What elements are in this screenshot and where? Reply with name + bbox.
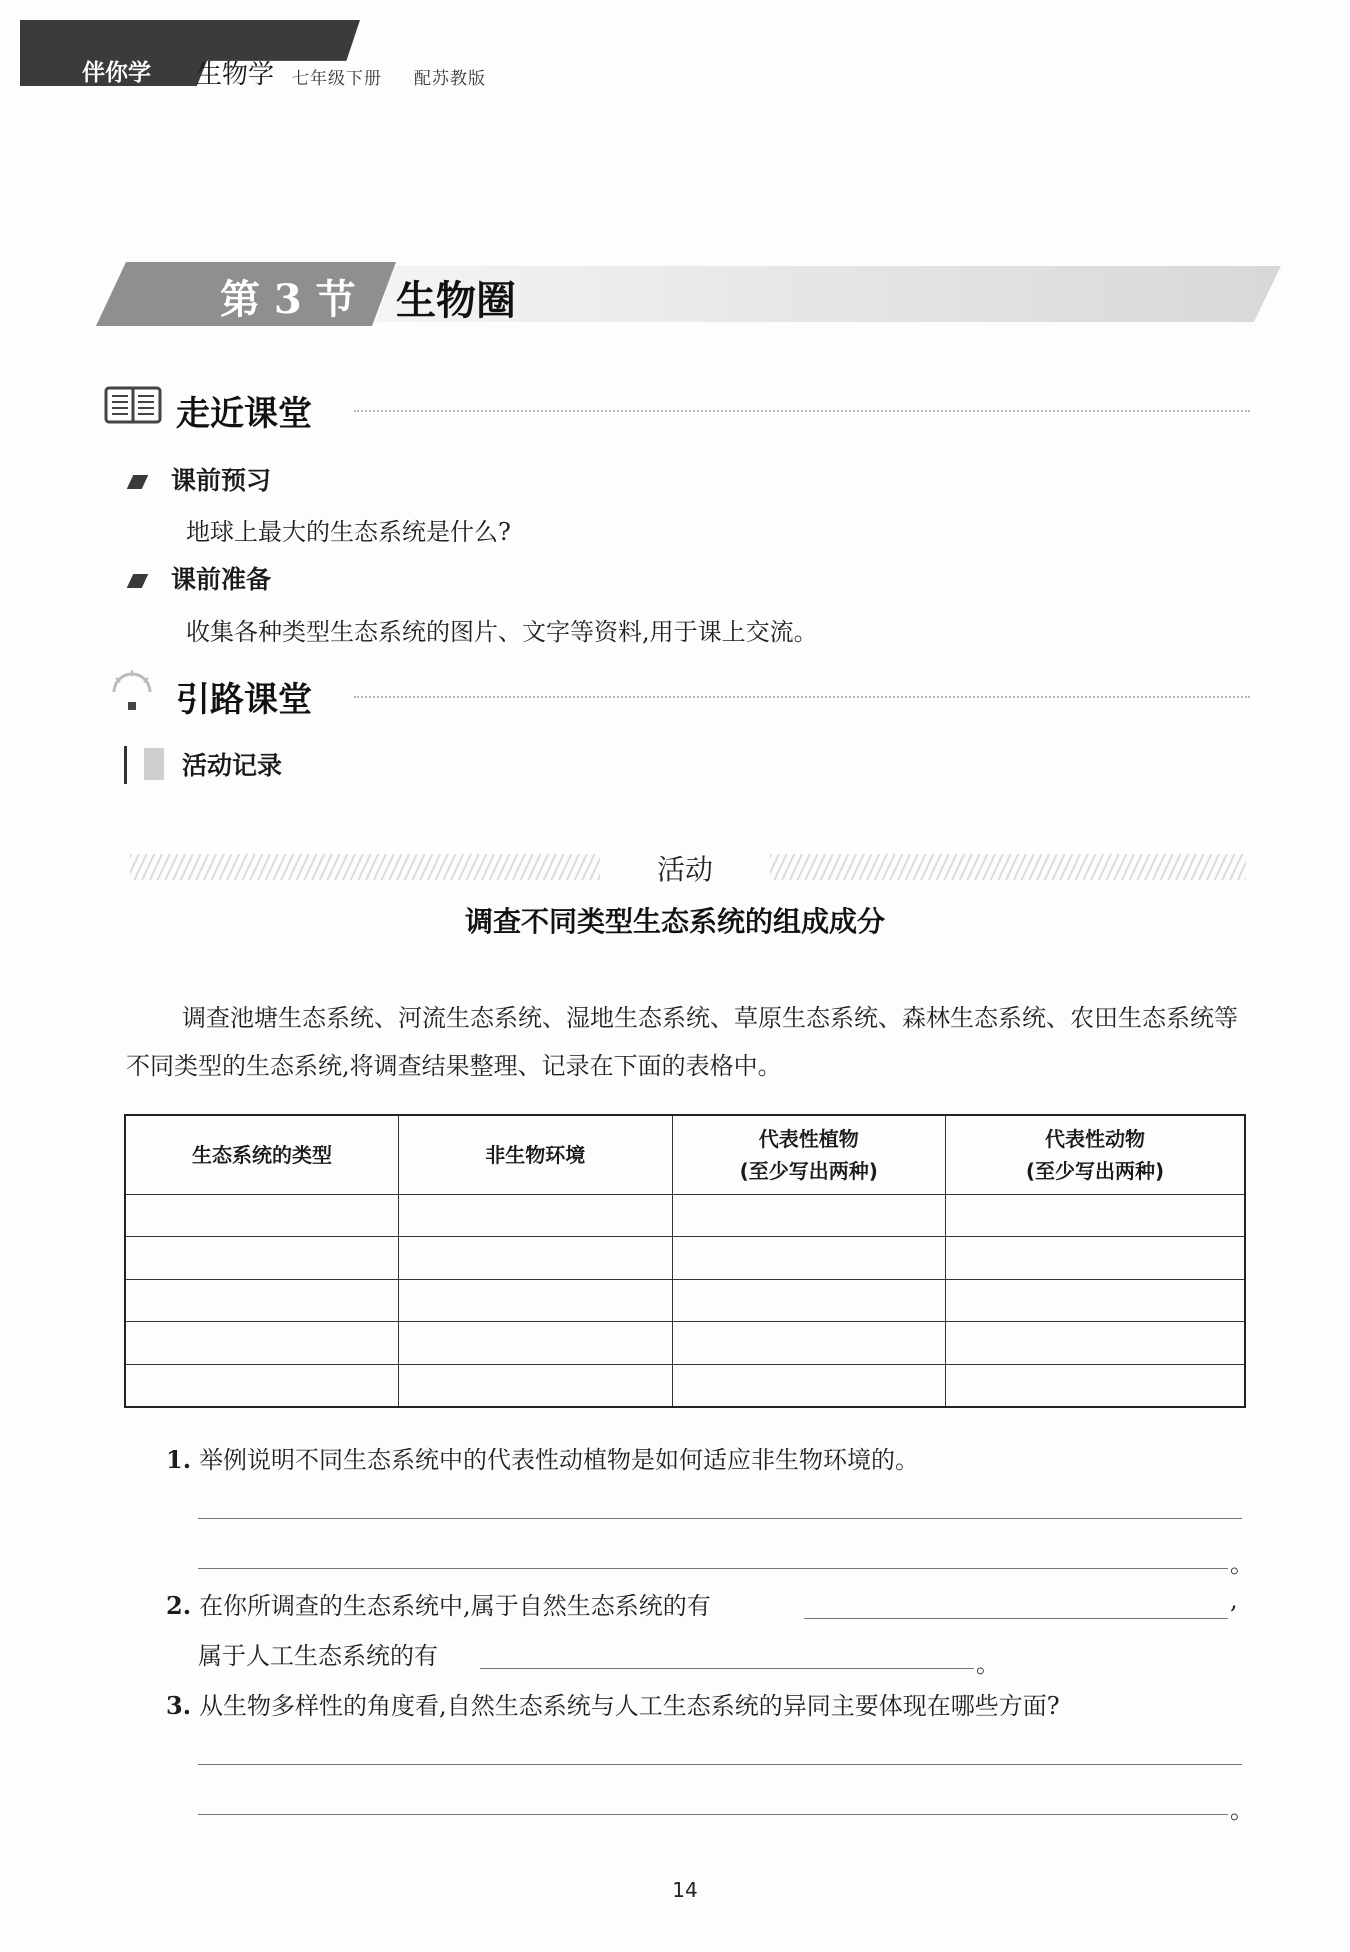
end-period: 。 — [976, 1650, 1000, 1678]
question-3 — [166, 1686, 1060, 1721]
ecosystem-table — [124, 1114, 1246, 1408]
parallelogram-icon — [127, 475, 149, 489]
preparation-text: 收集各种类型生态系统的图片、文字等资料,用于课上交流。 — [186, 618, 818, 646]
answer-line[interactable] — [198, 1568, 1228, 1569]
table-row — [125, 1322, 1245, 1365]
column-header: 生态系统的类型 — [125, 1115, 399, 1194]
table-cell[interactable] — [672, 1194, 946, 1237]
table-cell[interactable] — [672, 1322, 946, 1365]
table-cell[interactable] — [125, 1279, 399, 1322]
brand-label: 伴你学 — [82, 60, 151, 86]
question-text: 在你所调查的生态系统中,属于自然生态系统的有 — [199, 1592, 711, 1620]
activity-intro: 调查池塘生态系统、河流生态系统、湿地生态系统、草原生态系统、森林生态系统、农田生态系统等不同类型的生态系统,将调查结果整理、记录在下面的表格中。 — [126, 1004, 1238, 1080]
table-cell[interactable] — [946, 1237, 1245, 1280]
table-header-row — [125, 1115, 1245, 1194]
table-cell[interactable] — [672, 1279, 946, 1322]
activity-record-label: 活动记录 — [182, 751, 283, 780]
table-cell[interactable] — [399, 1237, 673, 1280]
grade-label: 七年级下册 — [292, 69, 382, 89]
table-cell[interactable] — [946, 1194, 1245, 1237]
section-number: 第 3 节 — [220, 276, 356, 323]
table-cell[interactable] — [125, 1364, 399, 1407]
column-header: 代表性植物 (至少写出两种) — [672, 1115, 946, 1194]
book-icon — [104, 380, 162, 430]
answer-line[interactable] — [198, 1764, 1242, 1765]
question-number: 3. — [166, 1691, 192, 1720]
page-number: 14 — [672, 1878, 698, 1902]
vertical-bar — [124, 746, 127, 784]
activity-label: 活动 — [656, 853, 713, 886]
dotted-rule — [354, 410, 1250, 412]
section-banner — [96, 262, 1281, 326]
column-header: 非生物环境 — [399, 1115, 673, 1194]
table-cell[interactable] — [125, 1194, 399, 1237]
table-cell[interactable] — [946, 1279, 1245, 1322]
table-cell[interactable] — [125, 1237, 399, 1280]
hatch-left — [130, 854, 600, 880]
edition-label: 配苏教版 — [414, 69, 486, 89]
module-heading-preview — [104, 380, 1250, 436]
question-text: 举例说明不同生态系统中的代表性动植物是如何适应非生物环境的。 — [199, 1446, 920, 1474]
table-cell[interactable] — [672, 1364, 946, 1407]
module-title: 走近课堂 — [176, 394, 312, 434]
preview-heading: 课前预习 — [130, 461, 271, 497]
column-header: 代表性动物 (至少写出两种) — [946, 1115, 1245, 1194]
parallelogram-icon — [127, 574, 149, 588]
module-heading-guide — [104, 666, 1250, 722]
question-2-continuation: 属于人工生态系统的有 — [198, 1642, 438, 1670]
table-cell[interactable] — [399, 1322, 673, 1365]
table-cell[interactable] — [946, 1364, 1245, 1407]
question-2 — [166, 1586, 711, 1621]
hatch-right — [770, 854, 1246, 880]
answer-blank-natural[interactable] — [804, 1618, 1228, 1619]
table-cell[interactable] — [125, 1322, 399, 1365]
dotted-rule — [354, 696, 1250, 698]
question-text: 从生物多样性的角度看,自然生态系统与人工生态系统的异同主要体现在哪些方面? — [199, 1692, 1060, 1720]
table-row — [125, 1237, 1245, 1280]
table-cell[interactable] — [946, 1322, 1245, 1365]
question-1 — [166, 1440, 919, 1475]
activity-title: 调查不同类型生态系统的组成成分 — [464, 905, 885, 938]
table-cell[interactable] — [399, 1279, 673, 1322]
section-title: 生物圈 — [396, 277, 516, 324]
answer-line[interactable] — [198, 1814, 1228, 1815]
clipboard-icon — [144, 748, 164, 780]
table-row — [125, 1279, 1245, 1322]
table-cell[interactable] — [672, 1237, 946, 1280]
answer-line[interactable] — [198, 1518, 1242, 1519]
question-number: 1. — [166, 1445, 192, 1474]
end-period: 。 — [1230, 1550, 1254, 1578]
module-title: 引路课堂 — [176, 680, 312, 720]
table-cell[interactable] — [399, 1194, 673, 1237]
end-comma: , — [1230, 1586, 1238, 1614]
table-row — [125, 1194, 1245, 1237]
table-cell[interactable] — [399, 1364, 673, 1407]
table-row — [125, 1364, 1245, 1407]
preview-question: 地球上最大的生态系统是什么? — [186, 518, 511, 546]
subject-label: 生物学 — [196, 60, 275, 90]
question-number: 2. — [166, 1591, 192, 1620]
answer-blank-artificial[interactable] — [480, 1668, 974, 1669]
lightbulb-icon — [104, 666, 162, 716]
end-period: 。 — [1230, 1796, 1254, 1824]
preparation-heading: 课前准备 — [130, 560, 271, 596]
